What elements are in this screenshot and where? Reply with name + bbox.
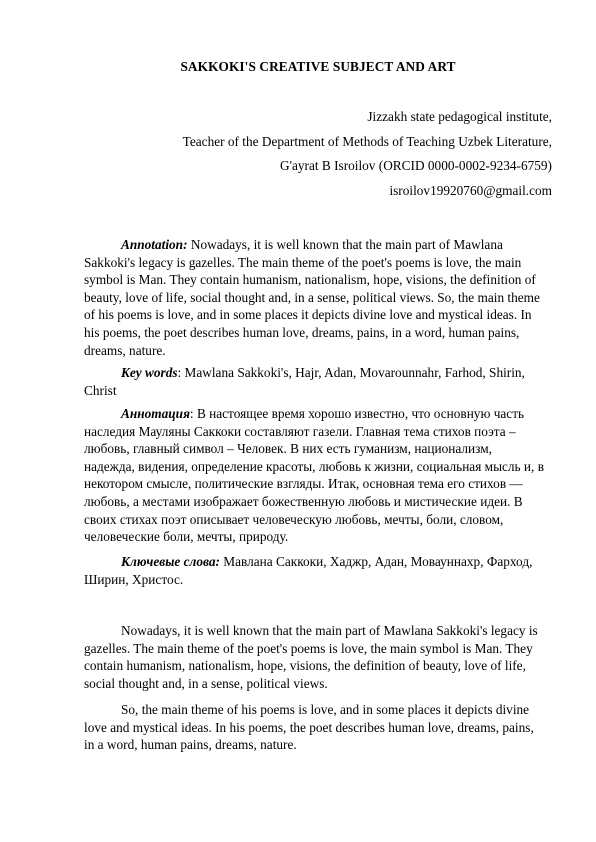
body-paragraph-1	[84, 622, 544, 692]
annotation-en-text: Nowadays, it is well known that the main part of Mawlana Sakkoki's legacy is gazelles. The main theme of the poet's poems is love, the main symbol is Man. They contain humanism, nationalism, hope, visions, the definition of beauty, love of life, social thought and, in a sense, political views. So, the main theme of his poems is love, and in some places it depicts divine love and mystical ideas. In his poems, the poet describes human love, dreams, pains, in a word, human pains, dreams, nature.	[84, 237, 540, 358]
body-paragraph-2-text: So, the main theme of his poems is love, and in some places it depicts divine love and mystical ideas. In his poems, the poet describes human love, dreams, pains, in a word, human pains, dreams, nature.	[84, 702, 534, 753]
annotation-ru-text: : В настоящее время хорошо известно, что основную часть наследия Мауляны Саккоки составляют газели. Главная тема стихов поэта – любовь, главный символ – Человек. В них есть гуманизм, национализм, надежда, видения, определение красоты, любовь к жизни, социальная мысль и, в некотором смысле, политические взгляды. Итак, основная тема его стихов — любовь, а местами изображает божественную любовь и мистические идеи. В своих стихах поэт описывает человеческую любовь, мечты, боли, словом, человеческие боли, мечты, природу.	[84, 406, 544, 545]
annotation-ru-paragraph	[84, 405, 544, 546]
body-paragraph-2	[84, 701, 544, 754]
affiliation-email: isroilov19920760@gmail.com	[389, 183, 552, 198]
keywords-ru-label: Ключевые слова:	[121, 554, 220, 569]
annotation-ru-label: Аннотация	[121, 406, 190, 421]
affiliation-department: Teacher of the Department of Methods of Teaching Uzbek Literature,	[182, 134, 552, 149]
affiliation-institute: Jizzakh state pedagogical institute,	[367, 109, 552, 124]
affiliation-author: G'ayrat B Isroilov (ORCID 0000-0002-9234-6759)	[280, 158, 552, 173]
keywords-en-paragraph	[84, 364, 544, 399]
keywords-ru-text: Мавлана Саккоки, Хаджр, Адан, Мовауннахр, Фарход, Ширин, Христос.	[84, 554, 533, 587]
annotation-en-paragraph	[84, 236, 544, 359]
body-paragraph-1-text: Nowadays, it is well known that the main part of Mawlana Sakkoki's legacy is gazelles. The main theme of the poet's poems is love, the main symbol is Man. They contain humanism, nationalism, hope, visions, the definition of beauty, love of life, social thought and, in a sense, political views.	[84, 623, 538, 691]
annotation-en-label: Annotation:	[121, 237, 188, 252]
document-title: SAKKOKI'S CREATIVE SUBJECT AND ART	[180, 59, 456, 74]
keywords-en-label: Key words	[121, 365, 178, 380]
keywords-en-text: : Mawlana Sakkoki's, Hajr, Adan, Movarounnahr, Farhod, Shirin, Christ	[84, 365, 525, 398]
keywords-ru-paragraph	[84, 553, 544, 588]
